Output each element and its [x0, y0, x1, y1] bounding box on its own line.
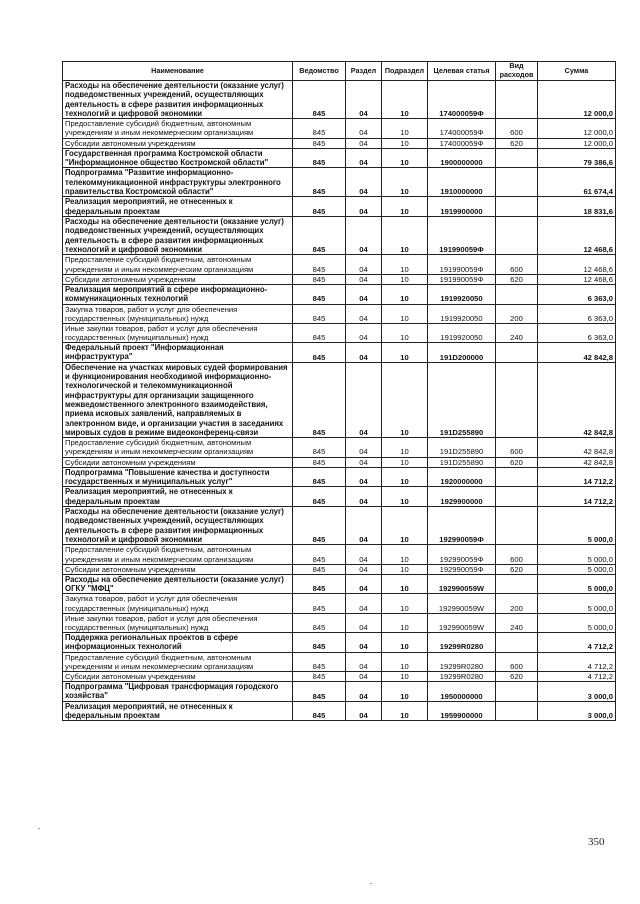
- row-name: Расходы на обеспечение деятельности (оказание услуг) подведомственных учреждений, осуществляющих деятельность в сфере развития информационных технологий и цифровой экономики: [63, 81, 293, 119]
- page-number: 350: [588, 836, 605, 848]
- row-department: 845: [293, 217, 346, 255]
- row-section: 04: [346, 632, 382, 652]
- row-section: 04: [346, 457, 382, 467]
- row-subsection: 10: [382, 681, 428, 701]
- row-target-item: 1929900000: [428, 487, 496, 507]
- row-target-item: 192990059W: [428, 613, 496, 632]
- row-expense-type: [496, 507, 538, 545]
- row-name: Закупка товаров, работ и услуг для обеспечения государственных (муниципальных) нужд: [63, 594, 293, 613]
- table-row: [63, 507, 616, 545]
- row-subsection: 10: [382, 574, 428, 594]
- row-department: 845: [293, 274, 346, 284]
- table-row: [63, 168, 616, 197]
- table-row: [63, 632, 616, 652]
- row-name: Предоставление субсидий бюджетным, автономным учреждениям и иным некоммерческим организациям: [63, 255, 293, 274]
- row-amount: 61 674,4: [538, 168, 616, 197]
- row-section: 04: [346, 284, 382, 304]
- row-subsection: 10: [382, 613, 428, 632]
- row-name: Реализация мероприятий, не отнесенных к федеральным проектам: [63, 487, 293, 507]
- row-amount: 14 712,2: [538, 467, 616, 487]
- table-row: [63, 701, 616, 721]
- row-name: Иные закупки товаров, работ и услуг для обеспечения государственных (муниципальных) нужд: [63, 323, 293, 342]
- row-expense-type: 620: [496, 138, 538, 148]
- row-expense-type: 600: [496, 119, 538, 138]
- table-row: [63, 197, 616, 217]
- row-subsection: 10: [382, 197, 428, 217]
- row-expense-type: [496, 197, 538, 217]
- row-expense-type: [496, 487, 538, 507]
- table-row: [63, 681, 616, 701]
- table-row: [63, 594, 616, 613]
- row-department: 845: [293, 632, 346, 652]
- row-name: Подпрограмма "Повышение качества и доступности государственных и муниципальных услуг": [63, 467, 293, 487]
- budget-table: [62, 61, 616, 721]
- row-target-item: 192990059Ф: [428, 545, 496, 564]
- row-section: 04: [346, 274, 382, 284]
- table-row: [63, 274, 616, 284]
- row-expense-type: 600: [496, 255, 538, 274]
- row-name: Предоставление субсидий бюджетным, автономным учреждениям и иным некоммерческим организациям: [63, 119, 293, 138]
- row-name: Федеральный проект "Информационная инфраструктура": [63, 342, 293, 362]
- row-name: Субсидии автономным учреждениям: [63, 138, 293, 148]
- row-name: Реализация мероприятий в сфере информационно-коммуникационных технологий: [63, 284, 293, 304]
- row-expense-type: [496, 81, 538, 119]
- row-subsection: 10: [382, 81, 428, 119]
- row-subsection: 10: [382, 487, 428, 507]
- row-subsection: 10: [382, 119, 428, 138]
- row-expense-type: 240: [496, 323, 538, 342]
- row-target-item: 174000059Ф: [428, 119, 496, 138]
- row-target-item: 19299R0280: [428, 671, 496, 681]
- table-row: [63, 487, 616, 507]
- table-row: [63, 255, 616, 274]
- row-subsection: 10: [382, 255, 428, 274]
- row-expense-type: 600: [496, 545, 538, 564]
- row-expense-type: [496, 284, 538, 304]
- table-row: [63, 362, 616, 438]
- row-name: Реализация мероприятий, не отнесенных к федеральным проектам: [63, 197, 293, 217]
- row-name: Государственная программа Костромской области "Информационное общество Костромской области": [63, 148, 293, 168]
- row-target-item: 192990059Ф: [428, 507, 496, 545]
- row-section: 04: [346, 323, 382, 342]
- row-amount: 42 842,8: [538, 438, 616, 457]
- row-name: Расходы на обеспечение деятельности (оказание услуг) подведомственных учреждений, осуществляющих деятельность в сфере развития информационных технологий и цифровой экономики: [63, 507, 293, 545]
- row-expense-type: 200: [496, 304, 538, 323]
- row-expense-type: 240: [496, 613, 538, 632]
- row-department: 845: [293, 574, 346, 594]
- row-department: 845: [293, 81, 346, 119]
- row-name: Закупка товаров, работ и услуг для обеспечения государственных (муниципальных) нужд: [63, 304, 293, 323]
- table-row: [63, 342, 616, 362]
- row-section: 04: [346, 168, 382, 197]
- row-subsection: 10: [382, 564, 428, 574]
- row-amount: 5 000,0: [538, 613, 616, 632]
- row-amount: 42 842,8: [538, 342, 616, 362]
- table-row: [63, 81, 616, 119]
- row-subsection: 10: [382, 652, 428, 671]
- row-target-item: 1919920050: [428, 323, 496, 342]
- row-department: 845: [293, 671, 346, 681]
- row-department: 845: [293, 148, 346, 168]
- table-body: [63, 81, 616, 721]
- row-target-item: 174000059Ф: [428, 81, 496, 119]
- row-target-item: 191D255890: [428, 457, 496, 467]
- row-department: 845: [293, 438, 346, 457]
- header-section: Раздел: [346, 62, 382, 81]
- row-department: 845: [293, 168, 346, 197]
- row-department: 845: [293, 545, 346, 564]
- row-target-item: 191990059Ф: [428, 255, 496, 274]
- table-row: [63, 613, 616, 632]
- row-target-item: 1900000000: [428, 148, 496, 168]
- row-subsection: 10: [382, 274, 428, 284]
- row-amount: 5 000,0: [538, 507, 616, 545]
- row-section: 04: [346, 594, 382, 613]
- row-amount: 6 363,0: [538, 284, 616, 304]
- row-expense-type: [496, 701, 538, 721]
- row-section: 04: [346, 671, 382, 681]
- row-target-item: 1910000000: [428, 168, 496, 197]
- row-department: 845: [293, 652, 346, 671]
- row-name: Поддержка региональных проектов в сфере информационных технологий: [63, 632, 293, 652]
- table-row: [63, 564, 616, 574]
- row-section: 04: [346, 304, 382, 323]
- row-name: Субсидии автономным учреждениям: [63, 457, 293, 467]
- row-section: 04: [346, 148, 382, 168]
- scan-speck: [370, 883, 372, 884]
- row-name: Субсидии автономным учреждениям: [63, 564, 293, 574]
- row-subsection: 10: [382, 217, 428, 255]
- row-section: 04: [346, 507, 382, 545]
- row-amount: 4 712,2: [538, 652, 616, 671]
- row-department: 845: [293, 197, 346, 217]
- row-section: 04: [346, 681, 382, 701]
- row-department: 845: [293, 701, 346, 721]
- row-target-item: 1920000000: [428, 467, 496, 487]
- row-subsection: 10: [382, 632, 428, 652]
- row-subsection: 10: [382, 701, 428, 721]
- row-name: Расходы на обеспечение деятельности (оказание услуг) подведомственных учреждений, осуществляющих деятельность в сфере развития информационных технологий и цифровой экономики: [63, 217, 293, 255]
- row-name: Предоставление субсидий бюджетным, автономным учреждениям и иным некоммерческим организациям: [63, 652, 293, 671]
- row-target-item: 191D255890: [428, 362, 496, 438]
- row-target-item: 191990059Ф: [428, 274, 496, 284]
- row-department: 845: [293, 457, 346, 467]
- row-subsection: 10: [382, 545, 428, 564]
- row-target-item: 1950000000: [428, 681, 496, 701]
- row-section: 04: [346, 545, 382, 564]
- row-department: 845: [293, 487, 346, 507]
- row-subsection: 10: [382, 467, 428, 487]
- row-department: 845: [293, 323, 346, 342]
- scan-speck: [38, 828, 40, 829]
- table-row: [63, 284, 616, 304]
- row-subsection: 10: [382, 438, 428, 457]
- table-row: [63, 574, 616, 594]
- row-name: Субсидии автономным учреждениям: [63, 274, 293, 284]
- table-row: [63, 652, 616, 671]
- row-department: 845: [293, 284, 346, 304]
- table-header-row: [63, 62, 616, 81]
- row-target-item: 191D200000: [428, 342, 496, 362]
- table-row: [63, 148, 616, 168]
- table-row: [63, 304, 616, 323]
- row-section: 04: [346, 119, 382, 138]
- row-expense-type: 620: [496, 457, 538, 467]
- row-amount: 5 000,0: [538, 594, 616, 613]
- row-amount: 12 000,0: [538, 138, 616, 148]
- row-department: 845: [293, 467, 346, 487]
- row-section: 04: [346, 487, 382, 507]
- row-target-item: 19299R0280: [428, 632, 496, 652]
- row-name: Подпрограмма "Цифровая трансформация городского хозяйства": [63, 681, 293, 701]
- row-target-item: 19299R0280: [428, 652, 496, 671]
- row-expense-type: 600: [496, 438, 538, 457]
- row-amount: 3 000,0: [538, 701, 616, 721]
- row-amount: 14 712,2: [538, 487, 616, 507]
- row-section: 04: [346, 574, 382, 594]
- row-expense-type: [496, 362, 538, 438]
- row-amount: 12 468,6: [538, 255, 616, 274]
- row-expense-type: [496, 681, 538, 701]
- row-expense-type: 620: [496, 671, 538, 681]
- header-subsection: Подраздел: [382, 62, 428, 81]
- row-amount: 3 000,0: [538, 681, 616, 701]
- row-section: 04: [346, 564, 382, 574]
- row-subsection: 10: [382, 304, 428, 323]
- row-name: Обеспечение на участках мировых судей формирования и функционирования необходимой информационно-технологической и телекоммуникационной инфраструктуры для организации защищенного межведомственного электронного взаимодействия, приема исковых заявлений, направляемых в электронном виде, и организации участия в заседаниях мировых судов в режиме видеоконференц-связи: [63, 362, 293, 438]
- table-row: [63, 323, 616, 342]
- row-section: 04: [346, 438, 382, 457]
- row-amount: 6 363,0: [538, 304, 616, 323]
- table-row: [63, 545, 616, 564]
- row-subsection: 10: [382, 148, 428, 168]
- header-name: Наименование: [63, 62, 293, 81]
- table-row: [63, 467, 616, 487]
- row-department: 845: [293, 304, 346, 323]
- row-target-item: 1919920050: [428, 304, 496, 323]
- row-name: Подпрограмма "Развитие информационно-телекоммуникационной инфраструктуры электронного правительства Костромской области": [63, 168, 293, 197]
- row-amount: 12 000,0: [538, 81, 616, 119]
- row-amount: 12 000,0: [538, 119, 616, 138]
- row-target-item: 191D255890: [428, 438, 496, 457]
- row-expense-type: 620: [496, 564, 538, 574]
- row-section: 04: [346, 81, 382, 119]
- row-target-item: 1919920050: [428, 284, 496, 304]
- row-subsection: 10: [382, 342, 428, 362]
- row-department: 845: [293, 138, 346, 148]
- row-subsection: 10: [382, 284, 428, 304]
- row-amount: 5 000,0: [538, 545, 616, 564]
- row-target-item: 192990059W: [428, 594, 496, 613]
- row-amount: 12 468,6: [538, 274, 616, 284]
- row-section: 04: [346, 362, 382, 438]
- row-amount: 5 000,0: [538, 564, 616, 574]
- header-department: Ведомство: [293, 62, 346, 81]
- row-subsection: 10: [382, 362, 428, 438]
- row-subsection: 10: [382, 138, 428, 148]
- row-section: 04: [346, 197, 382, 217]
- row-expense-type: 200: [496, 594, 538, 613]
- row-name: Расходы на обеспечение деятельности (оказание услуг) ОГКУ "МФЦ": [63, 574, 293, 594]
- header-amount: Сумма: [538, 62, 616, 81]
- row-subsection: 10: [382, 507, 428, 545]
- row-department: 845: [293, 613, 346, 632]
- row-section: 04: [346, 138, 382, 148]
- row-amount: 42 842,8: [538, 457, 616, 467]
- row-amount: 6 363,0: [538, 323, 616, 342]
- row-department: 845: [293, 362, 346, 438]
- row-subsection: 10: [382, 594, 428, 613]
- row-expense-type: [496, 168, 538, 197]
- row-target-item: 1919900000: [428, 197, 496, 217]
- row-target-item: 174000059Ф: [428, 138, 496, 148]
- row-amount: 79 386,6: [538, 148, 616, 168]
- row-name: Реализация мероприятий, не отнесенных к федеральным проектам: [63, 701, 293, 721]
- row-name: Иные закупки товаров, работ и услуг для обеспечения государственных (муниципальных) нужд: [63, 613, 293, 632]
- table-row: [63, 217, 616, 255]
- table-row: [63, 671, 616, 681]
- row-section: 04: [346, 217, 382, 255]
- row-name: Субсидии автономным учреждениям: [63, 671, 293, 681]
- row-department: 845: [293, 594, 346, 613]
- row-expense-type: 620: [496, 274, 538, 284]
- row-amount: 4 712,2: [538, 632, 616, 652]
- row-subsection: 10: [382, 457, 428, 467]
- row-subsection: 10: [382, 168, 428, 197]
- row-target-item: 192990059Ф: [428, 564, 496, 574]
- row-department: 845: [293, 681, 346, 701]
- header-expense-type: Вид расходов: [496, 62, 538, 81]
- row-target-item: 1959900000: [428, 701, 496, 721]
- row-target-item: 192990059W: [428, 574, 496, 594]
- row-section: 04: [346, 652, 382, 671]
- row-expense-type: [496, 148, 538, 168]
- row-department: 845: [293, 507, 346, 545]
- row-section: 04: [346, 701, 382, 721]
- table-row: [63, 138, 616, 148]
- row-section: 04: [346, 467, 382, 487]
- row-department: 845: [293, 119, 346, 138]
- row-expense-type: [496, 467, 538, 487]
- table-row: [63, 457, 616, 467]
- header-target-item: Целевая статья: [428, 62, 496, 81]
- row-department: 845: [293, 564, 346, 574]
- row-expense-type: [496, 342, 538, 362]
- row-amount: 4 712,2: [538, 671, 616, 681]
- row-subsection: 10: [382, 323, 428, 342]
- row-target-item: 191990059Ф: [428, 217, 496, 255]
- row-amount: 18 831,6: [538, 197, 616, 217]
- row-expense-type: [496, 217, 538, 255]
- row-department: 845: [293, 342, 346, 362]
- row-amount: 12 468,6: [538, 217, 616, 255]
- row-department: 845: [293, 255, 346, 274]
- row-expense-type: [496, 574, 538, 594]
- row-amount: 42 842,8: [538, 362, 616, 438]
- row-section: 04: [346, 255, 382, 274]
- row-expense-type: [496, 632, 538, 652]
- row-name: Предоставление субсидий бюджетным, автономным учреждениям и иным некоммерческим организациям: [63, 438, 293, 457]
- row-name: Предоставление субсидий бюджетным, автономным учреждениям и иным некоммерческим организациям: [63, 545, 293, 564]
- row-amount: 5 000,0: [538, 574, 616, 594]
- row-section: 04: [346, 342, 382, 362]
- row-section: 04: [346, 613, 382, 632]
- row-expense-type: 600: [496, 652, 538, 671]
- table-row: [63, 119, 616, 138]
- table-row: [63, 438, 616, 457]
- row-subsection: 10: [382, 671, 428, 681]
